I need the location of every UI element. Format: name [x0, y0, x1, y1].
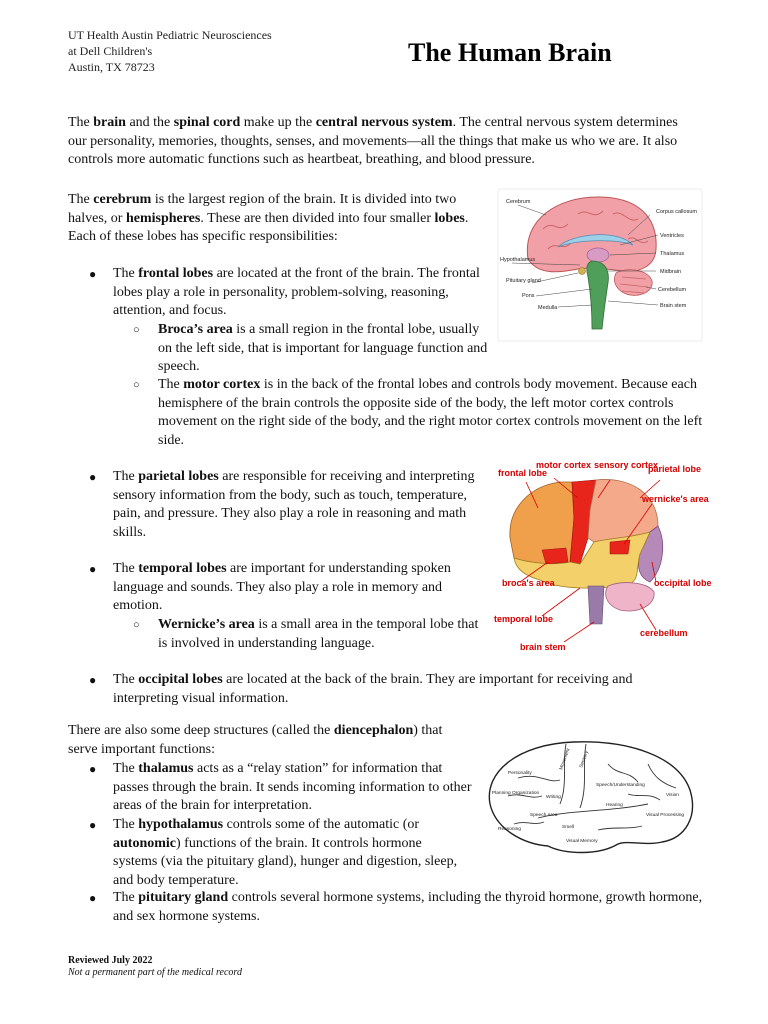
list-item-broca: ○ Broca’s area is a small region in the frontal lobe, usually on the left side, that is important for language function and speech.: [133, 322, 488, 374]
bullet-circle: ○: [133, 619, 140, 631]
sagittal-label: Corpus callosum: [656, 209, 697, 215]
sagittal-label: Cerebellum: [658, 287, 687, 293]
function-label: Planning Organization: [492, 791, 540, 796]
sagittal-label: Brain stem: [660, 303, 687, 309]
bullet-dot: ●: [89, 267, 97, 281]
function-label: Writing: [546, 795, 561, 800]
function-label: Movement: [559, 747, 572, 771]
page-title: The Human Brain: [408, 38, 612, 67]
lobes-label: broca's area: [502, 578, 555, 588]
list-item-motor-cortex: ○ The motor cortex is in the back of the frontal lobes and controls body movement. Because each hemisphere of the brain controls the opposite side of the body, the left motor cortex controls movement on the right side of the body, and the right motor cortex controls movement on the left side.: [133, 377, 703, 448]
bullet-dot: ●: [89, 673, 97, 687]
sagittal-label: Ventricles: [660, 233, 684, 239]
lobes-label: frontal lobe: [498, 468, 547, 478]
bullet-dot: ●: [89, 762, 97, 776]
bullet-circle: ○: [133, 379, 140, 391]
sagittal-label: Cerebrum: [506, 199, 531, 205]
function-label: Sensory: [579, 750, 590, 769]
reviewed-date: Reviewed July 2022: [68, 955, 153, 966]
function-label: Personality: [508, 771, 532, 776]
bullet-dot: ●: [89, 891, 97, 905]
sagittal-label: Medulla: [538, 305, 558, 311]
lobes-label: sensory cortex: [594, 460, 659, 470]
list-item-frontal: ● The frontal lobes are located at the front of the brain. The frontal lobes play a role in personality, problem-solving, reasoning, attention, and focus.: [89, 266, 480, 318]
list-item-thalamus: ● The thalamus acts as a “relay station” for information that passes through the brain. It sends incoming information to other areas of the brain for interpretation.: [89, 761, 472, 813]
bullet-dot: ●: [89, 818, 97, 832]
org-line-1: UT Health Austin Pediatric Neurosciences: [68, 28, 272, 42]
brain-functions-figure: [478, 734, 703, 866]
bullet-dot: ●: [89, 562, 97, 576]
org-line-2: at Dell Children's: [68, 44, 153, 58]
function-label: Smell: [562, 825, 574, 830]
intro-paragraph: The brain and the spinal cord make up the central nervous system. The central nervous system determines our personality, memories, thoughts, senses, and movements—all the things that make us who we are. It also controls more automatic functions such as heartbeat, breathing, and blood pressure.: [68, 115, 678, 167]
diencephalon-paragraph: There are also some deep structures (called the diencephalon) that serve important functions:: [68, 723, 443, 757]
list-item-occipital: ● The occipital lobes are located at the back of the brain. They are important for receiving and interpreting visual information.: [89, 672, 633, 706]
function-label: Speech/Understanding: [596, 783, 645, 788]
lobes-label: temporal lobe: [494, 614, 554, 624]
list-item-wernicke: ○ Wernicke’s area is a small area in the temporal lobe that is involved in understanding language.: [133, 617, 479, 651]
lobes-label: cerebellum: [640, 628, 688, 638]
sagittal-label: Midbrain: [660, 269, 682, 275]
lobes-label: parietal lobe: [648, 464, 702, 474]
sagittal-label: Thalamus: [660, 251, 685, 257]
lobes-label: brain stem: [520, 642, 566, 652]
function-label: Reasoning: [498, 827, 521, 832]
bullet-circle: ○: [133, 324, 140, 336]
function-label: Visual Memory: [566, 839, 598, 844]
org-address: [68, 27, 272, 75]
function-label: Speech Area: [530, 813, 558, 818]
list-item-pituitary: ● The pituitary gland controls several hormone systems, including the thyroid hormone, growth hormone, and sex hormone systems.: [89, 890, 703, 924]
lobes-label: wernicke's area: [642, 494, 709, 504]
list-item-hypothalamus: ● The hypothalamus controls some of the automatic (or autonomic) functions of the brain. It controls hormone systems (via the pituitary gland), hunger and digestion, sleep, and body temperature.: [89, 817, 458, 888]
lobes-label: occipital lobe: [654, 578, 712, 588]
sagittal-label: Pons: [522, 293, 535, 299]
list-item-temporal: ● The temporal lobes are important for understanding spoken language and sounds. They also play a role in memory and emotion.: [89, 561, 451, 613]
list-item-parietal: ● The parietal lobes are responsible for receiving and interpreting sensory information from the body, such as touch, temperature, pain, and pressure. They also play a role in reasoning and math skills.: [89, 469, 475, 540]
brain-lobes-figure: [490, 458, 712, 656]
sagittal-label: Hypothalamus: [500, 257, 536, 263]
function-label: Hearing: [606, 803, 623, 808]
function-label: Visual Processing: [646, 813, 685, 818]
lobes-label: motor cortex: [536, 460, 592, 470]
sagittal-label: Pituitary gland: [506, 278, 541, 284]
org-line-3: Austin, TX 78723: [68, 60, 155, 74]
bullet-dot: ●: [89, 470, 97, 484]
cerebrum-paragraph: The cerebrum is the largest region of the brain. It is divided into two halves, or hemispheres. These are then divided into four smaller lobes. Each of these lobes has specific responsibilities:: [68, 192, 469, 244]
function-label: Vision: [666, 793, 679, 798]
record-disclaimer: Not a permanent part of the medical record: [68, 967, 242, 978]
sagittal-brain-figure: [498, 189, 702, 341]
